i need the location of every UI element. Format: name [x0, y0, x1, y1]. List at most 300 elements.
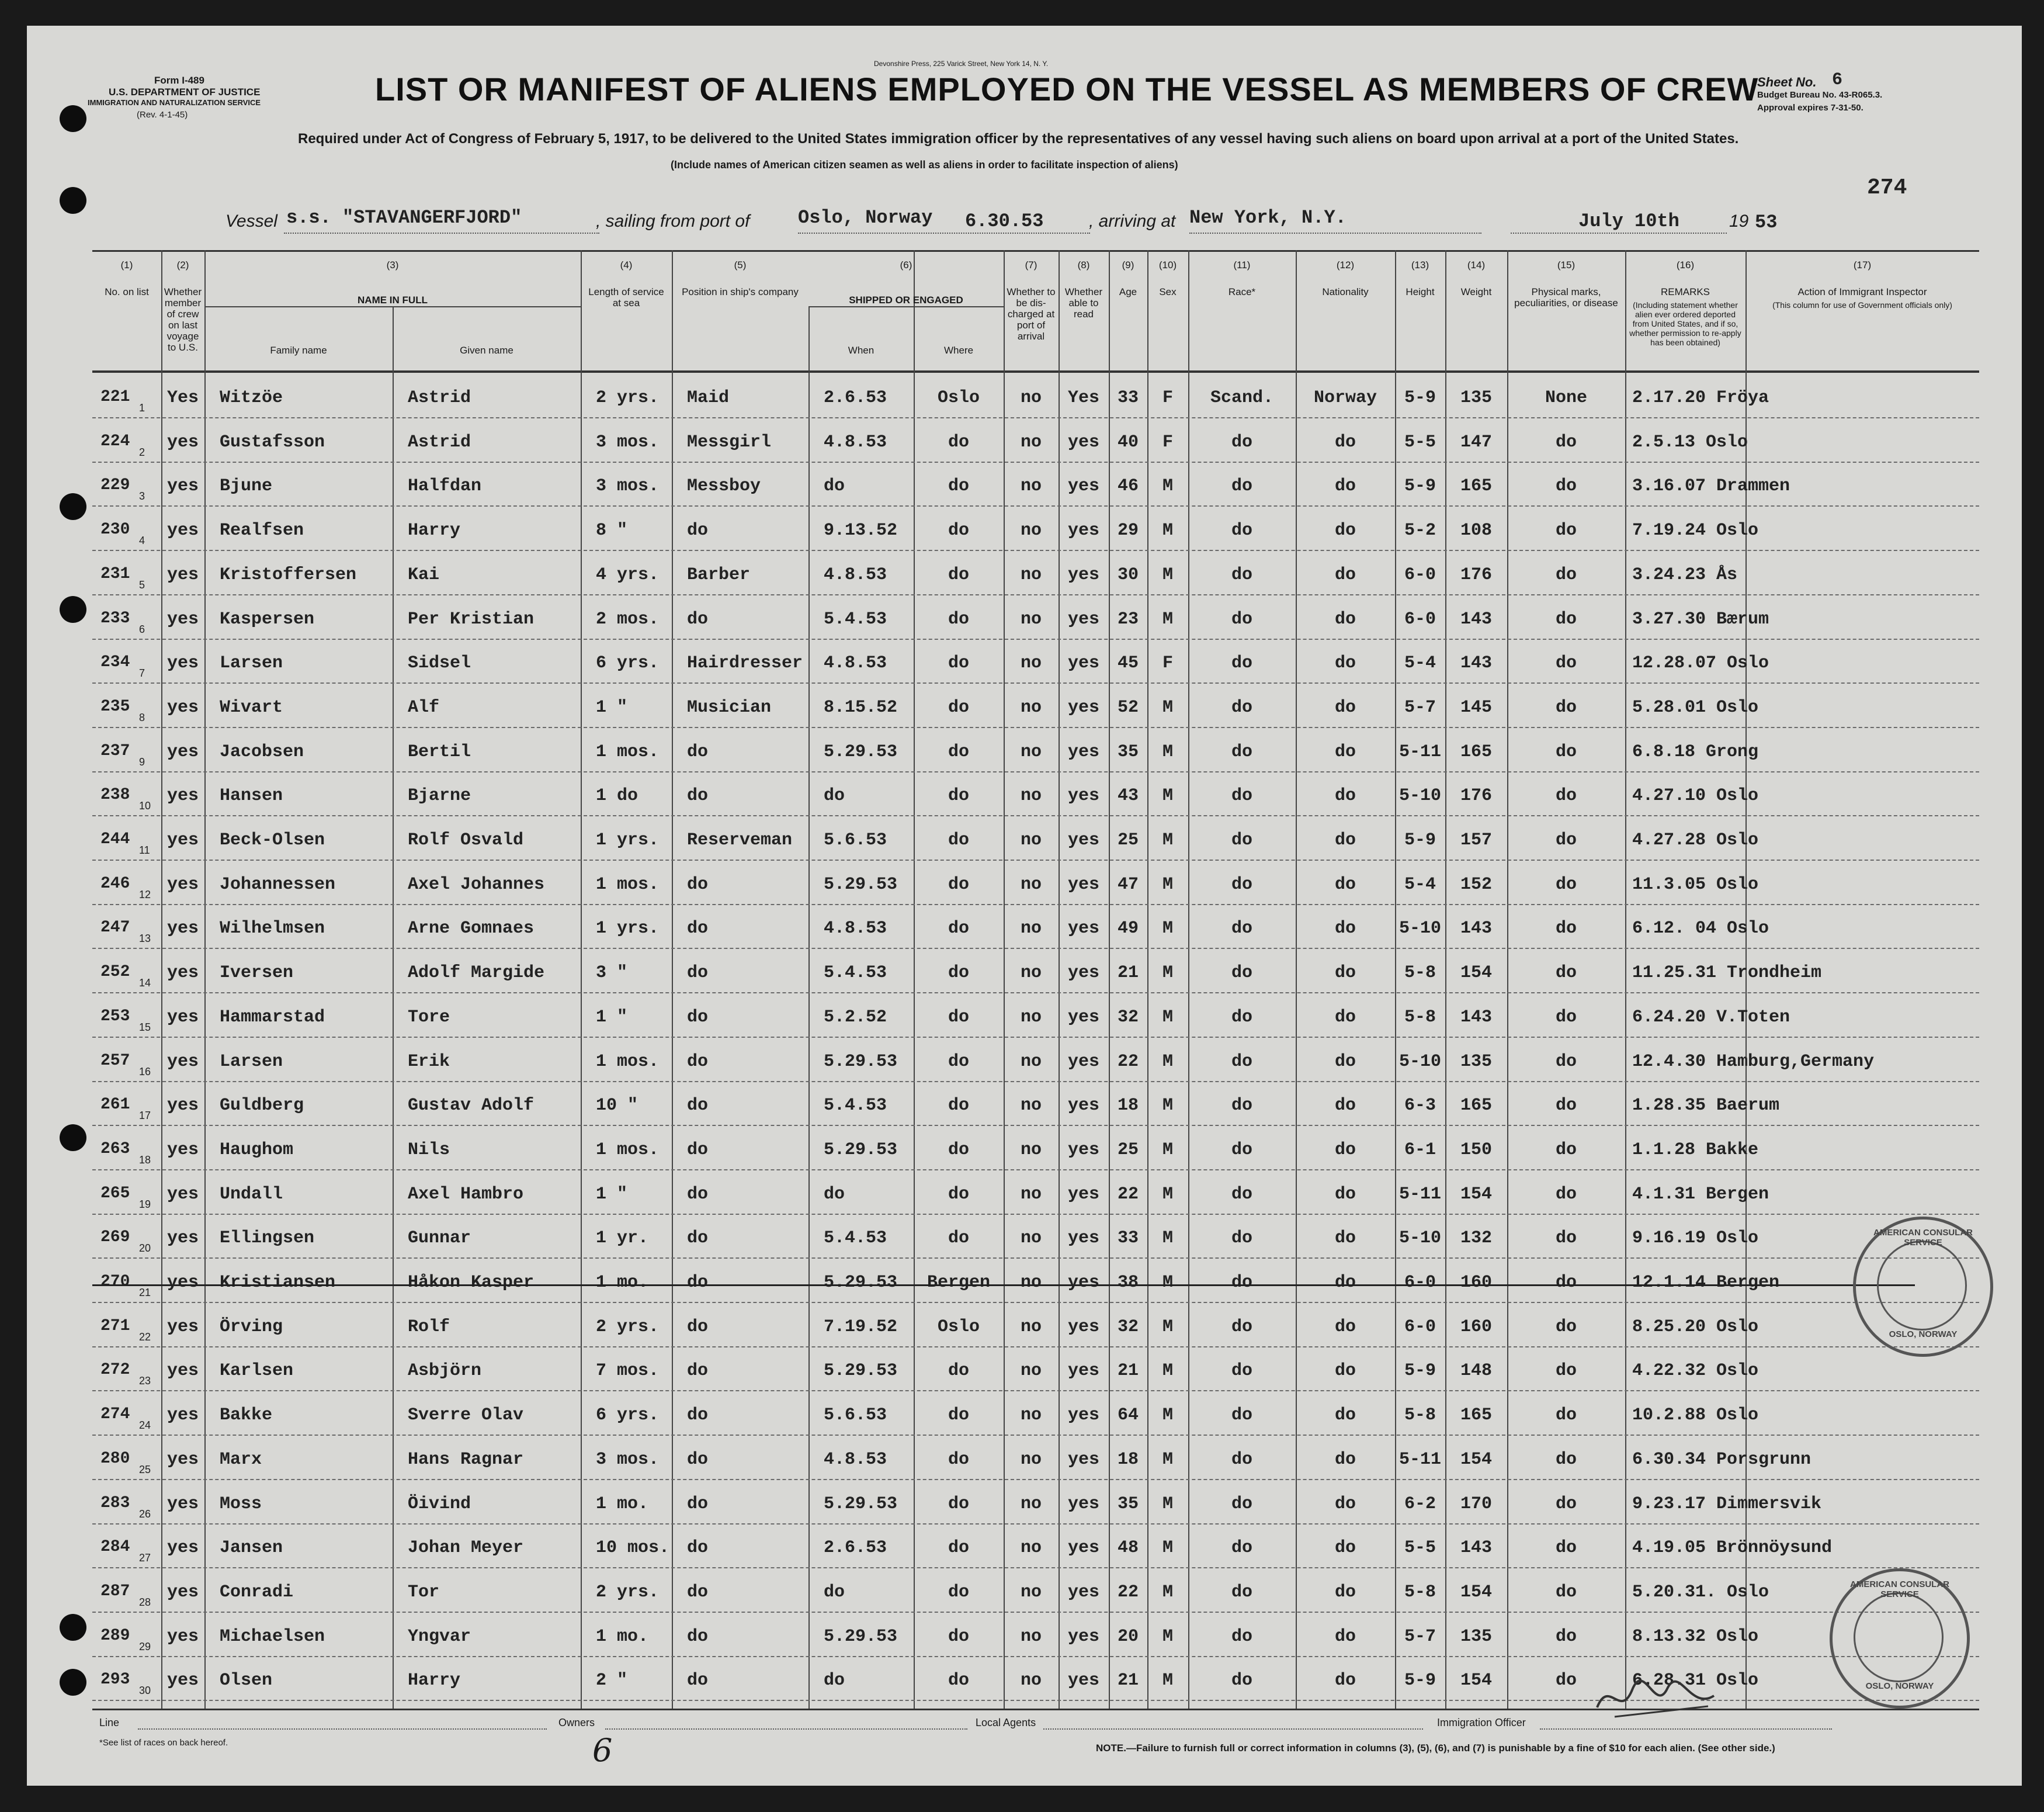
cell-age: 18 — [1117, 1449, 1139, 1470]
cell-height: 5-11 — [1398, 1449, 1441, 1470]
cell-height: 5-2 — [1404, 521, 1436, 541]
list-number: 265 — [100, 1184, 130, 1203]
cell-read: yes — [1067, 742, 1099, 762]
cell-family: Marx — [220, 1449, 262, 1470]
cell-sex: M — [1162, 1494, 1173, 1514]
cell-where: do — [948, 919, 969, 939]
cell-when: 7.19.52 — [824, 1316, 898, 1337]
line-number: 5 — [139, 578, 145, 591]
cell-read: yes — [1067, 1582, 1099, 1602]
cell-service: 6 yrs. — [596, 653, 660, 674]
punch-hole — [60, 187, 86, 214]
cell-remarks: 10.2.88 Oslo — [1632, 1405, 1759, 1426]
line-number: 13 — [139, 933, 151, 945]
cell-prev: yes — [166, 742, 199, 762]
cell-marks: do — [1555, 742, 1577, 762]
cell-service: 1 " — [596, 697, 628, 718]
cell-race: do — [1231, 1051, 1252, 1072]
cell-age: 20 — [1117, 1626, 1139, 1647]
cell-read: yes — [1067, 786, 1099, 806]
cell-discharged: no — [1020, 1007, 1042, 1027]
cell-height: 5-11 — [1398, 742, 1441, 762]
row-separator — [92, 462, 1979, 463]
cell-read: yes — [1067, 1051, 1099, 1072]
cell-service: 1 yr. — [596, 1228, 649, 1249]
line-number: 17 — [139, 1110, 151, 1122]
cell-race: do — [1231, 786, 1252, 806]
cell-prev: yes — [166, 432, 199, 452]
cell-given: Yngvar — [408, 1626, 471, 1647]
list-number: 272 — [100, 1361, 130, 1380]
cell-age: 22 — [1117, 1582, 1139, 1602]
cell-age: 30 — [1117, 564, 1139, 585]
cell-height: 5-10 — [1398, 919, 1441, 939]
cell-given: Rolf Osvald — [408, 830, 524, 850]
cell-discharged: no — [1020, 874, 1042, 895]
list-number: 244 — [100, 830, 130, 848]
cell-weight: 135 — [1460, 1626, 1492, 1647]
list-number: 252 — [100, 963, 130, 982]
cell-weight: 165 — [1460, 476, 1492, 497]
cell-age: 38 — [1117, 1273, 1139, 1293]
cell-family: Guldberg — [220, 1096, 304, 1116]
cell-age: 49 — [1117, 919, 1139, 939]
cell-service: 1 mos. — [596, 742, 660, 762]
cell-age: 25 — [1117, 1139, 1139, 1160]
cell-given: Kai — [408, 564, 440, 585]
cell-where: do — [948, 564, 969, 585]
cell-where: do — [948, 1096, 969, 1116]
cell-discharged: no — [1020, 609, 1042, 629]
cell-when: do — [824, 476, 845, 497]
cell-sex: M — [1162, 564, 1173, 585]
cell-given: Astrid — [408, 432, 471, 452]
vessel-name: s.s. "STAVANGERFJORD" — [286, 207, 522, 228]
cell-given: Harry — [408, 521, 461, 541]
cell-when: 5.2.52 — [824, 1007, 887, 1027]
cell-race: do — [1231, 1096, 1252, 1116]
column-note: (Including statement whether alien ever ordered deported from United States, and if so, whether permission to re-apply has been obtained) — [1629, 300, 1741, 347]
column-header: Whether member of crew on last voyage to U.S. — [164, 286, 202, 353]
cell-marks: do — [1555, 476, 1577, 497]
cell-when: 5.29.53 — [824, 1361, 898, 1381]
cell-service: 1 mo. — [596, 1494, 649, 1514]
line-number: 20 — [139, 1242, 151, 1255]
line-number: 11 — [139, 844, 150, 856]
cell-race: do — [1231, 1449, 1252, 1470]
cell-when: do — [824, 1184, 845, 1204]
cell-weight: 147 — [1460, 432, 1492, 452]
cell-height: 5-8 — [1404, 1582, 1436, 1602]
cell-where: do — [948, 1361, 969, 1381]
cell-given: Öivind — [408, 1494, 471, 1514]
column-header: Physical marks, peculiarities, or disease — [1514, 286, 1618, 309]
cell-height: 5-8 — [1404, 1405, 1436, 1426]
cell-position: Hairdresser — [687, 653, 803, 674]
row-separator — [92, 1257, 1979, 1259]
cell-marks: do — [1555, 1538, 1577, 1558]
cell-race: do — [1231, 697, 1252, 718]
cell-nationality: do — [1334, 742, 1356, 762]
cell-marks: do — [1555, 1007, 1577, 1027]
cell-read: yes — [1067, 1538, 1099, 1558]
handwritten-number: 6 — [592, 1732, 613, 1769]
cell-marks: do — [1555, 1139, 1577, 1160]
cell-prev: yes — [166, 1096, 199, 1116]
cell-where: do — [948, 1626, 969, 1647]
column-header: Whether able to read — [1064, 286, 1103, 320]
cell-position: do — [687, 1139, 709, 1160]
cell-nationality: do — [1334, 1316, 1356, 1337]
cell-remarks: 12.28.07 Oslo — [1632, 653, 1769, 674]
cell-when: 5.29.53 — [824, 742, 898, 762]
cell-service: 2 mos. — [596, 609, 660, 629]
list-number: 234 — [100, 653, 130, 672]
row-separator — [92, 682, 1979, 684]
cell-family: Kristiansen — [220, 1273, 336, 1293]
cell-position: Reserveman — [687, 830, 793, 850]
cell-service: 1 mos. — [596, 1051, 660, 1072]
cell-read: yes — [1067, 1405, 1099, 1426]
cell-where: do — [948, 1538, 969, 1558]
column-number: (16) — [1676, 259, 1695, 271]
cell-nationality: do — [1334, 1405, 1356, 1426]
cell-prev: yes — [166, 1538, 199, 1558]
cell-service: 2 yrs. — [596, 1316, 660, 1337]
cell-discharged: no — [1020, 1361, 1042, 1381]
footer-officer-label: Immigration Officer — [1437, 1717, 1526, 1728]
line-number: 7 — [139, 667, 145, 680]
cell-given: Astrid — [408, 388, 471, 408]
cell-remarks: 12.4.30 Hamburg,Germany — [1632, 1051, 1875, 1072]
cell-prev: yes — [166, 697, 199, 718]
arriving-label: , arriving at — [1089, 212, 1176, 231]
cell-family: Larsen — [220, 653, 283, 674]
cell-when: 5.29.53 — [824, 1494, 898, 1514]
cell-discharged: no — [1020, 432, 1042, 452]
cell-prev: yes — [166, 1051, 199, 1072]
cell-prev: yes — [166, 1671, 199, 1691]
column-header: Nationality — [1322, 286, 1369, 297]
row-separator — [92, 1346, 1979, 1347]
cell-marks: do — [1555, 1494, 1577, 1514]
cell-service: 3 mos. — [596, 432, 660, 452]
cell-given: Bjarne — [408, 786, 471, 806]
cell-marks: None — [1545, 388, 1587, 408]
cell-height: 6-1 — [1404, 1139, 1436, 1160]
cell-age: 40 — [1117, 432, 1139, 452]
list-number: 246 — [100, 874, 130, 893]
cell-sex: M — [1162, 1626, 1173, 1647]
cell-read: yes — [1067, 521, 1099, 541]
cell-nationality: do — [1334, 1626, 1356, 1647]
cell-service: 1 do — [596, 786, 638, 806]
cell-given: Harry — [408, 1671, 461, 1691]
cell-nationality: do — [1334, 564, 1356, 585]
cell-nationality: do — [1334, 521, 1356, 541]
cell-nationality: do — [1334, 919, 1356, 939]
cell-prev: yes — [166, 1316, 199, 1337]
cell-read: yes — [1067, 1316, 1099, 1337]
cell-weight: 135 — [1460, 388, 1492, 408]
cell-age: 47 — [1117, 874, 1139, 895]
cell-family: Michaelsen — [220, 1626, 325, 1647]
cell-marks: do — [1555, 1051, 1577, 1072]
list-number: 233 — [100, 609, 130, 628]
cell-position: do — [687, 742, 709, 762]
cell-race: do — [1231, 653, 1252, 674]
cell-given: Per Kristian — [408, 609, 535, 629]
cell-given: Bertil — [408, 742, 471, 762]
cell-height: 6-2 — [1404, 1494, 1436, 1514]
cell-height: 5-5 — [1404, 1538, 1436, 1558]
cell-age: 22 — [1117, 1051, 1139, 1072]
row-separator — [92, 948, 1979, 949]
cell-height: 5-5 — [1404, 432, 1436, 452]
cell-weight: 154 — [1460, 963, 1492, 983]
cell-prev: yes — [166, 1007, 199, 1027]
cell-nationality: do — [1334, 1671, 1356, 1691]
cell-when: 5.29.53 — [824, 1626, 898, 1647]
cell-weight: 143 — [1460, 1538, 1492, 1558]
cell-read: yes — [1067, 697, 1099, 718]
cell-age: 32 — [1117, 1007, 1139, 1027]
cell-nationality: do — [1334, 1273, 1356, 1293]
cell-sex: M — [1162, 919, 1173, 939]
cell-where: do — [948, 963, 969, 983]
cell-family: Wilhelmsen — [220, 919, 325, 939]
cell-nationality: do — [1334, 697, 1356, 718]
cell-nationality: do — [1334, 1538, 1356, 1558]
cell-given: Gustav Adolf — [408, 1096, 535, 1116]
column-number: (7) — [1025, 259, 1037, 271]
column-subheader: Family name — [270, 345, 327, 356]
cell-prev: yes — [166, 1184, 199, 1204]
column-header: Age — [1119, 286, 1137, 297]
cell-sex: M — [1162, 786, 1173, 806]
line-number: 21 — [139, 1287, 151, 1298]
cell-sex: M — [1162, 1316, 1173, 1337]
row-separator — [92, 505, 1979, 507]
cell-nationality: do — [1334, 1139, 1356, 1160]
cell-position: do — [687, 1184, 709, 1204]
cell-marks: do — [1555, 1361, 1577, 1381]
cell-position: do — [687, 1316, 709, 1337]
cell-when: 4.8.53 — [824, 1449, 887, 1470]
cell-height: 5-4 — [1404, 874, 1436, 895]
cell-where: do — [948, 476, 969, 497]
list-number: 253 — [100, 1007, 130, 1025]
arrival-port: New York, N.Y. — [1189, 207, 1347, 228]
cell-family: Iversen — [220, 963, 294, 983]
column-number: (1) — [120, 259, 133, 271]
column-header: Length of service at sea — [588, 286, 664, 309]
list-number: 235 — [100, 697, 130, 716]
cell-weight: 154 — [1460, 1582, 1492, 1602]
row-separator — [92, 1214, 1979, 1215]
cell-discharged: no — [1020, 1582, 1042, 1602]
document-subtitle: Required under Act of Congress of February 5, 1917, to be delivered to the United States immigration officer by the representatives of any vessel having such aliens on board upon arrival at a port of the United States. — [298, 131, 1739, 147]
cell-position: Messboy — [687, 476, 761, 497]
list-number: 263 — [100, 1139, 130, 1158]
cell-sex: M — [1162, 1139, 1173, 1160]
cell-height: 6-0 — [1404, 609, 1436, 629]
cell-family: Olsen — [220, 1671, 273, 1691]
cell-where: do — [948, 1139, 969, 1160]
cell-when: 8.15.52 — [824, 697, 898, 718]
cell-prev: yes — [166, 1361, 199, 1381]
cell-discharged: no — [1020, 1671, 1042, 1691]
cell-race: do — [1231, 919, 1252, 939]
column-number: (12) — [1336, 259, 1355, 271]
cell-service: 2 " — [596, 1671, 628, 1691]
cell-position: Musician — [687, 697, 772, 718]
cell-where: do — [948, 521, 969, 541]
cell-age: 64 — [1117, 1405, 1139, 1426]
cell-remarks: 12.1.14 Bergen — [1632, 1273, 1780, 1293]
cell-race: do — [1231, 1361, 1252, 1381]
cell-nationality: do — [1334, 1494, 1356, 1514]
cell-age: 45 — [1117, 653, 1139, 674]
cell-service: 3 " — [596, 963, 628, 983]
cell-discharged: no — [1020, 1449, 1042, 1470]
cell-when: do — [824, 786, 845, 806]
cell-when: 5.6.53 — [824, 830, 887, 850]
line-number: 24 — [139, 1419, 151, 1432]
cell-race: do — [1231, 1405, 1252, 1426]
line-number: 9 — [139, 756, 145, 768]
cell-race: do — [1231, 830, 1252, 850]
cell-given: Alf — [408, 697, 440, 718]
punch-hole — [60, 1669, 86, 1696]
row-separator — [92, 1567, 1979, 1568]
column-subheader: Where — [943, 345, 974, 356]
punch-hole — [60, 596, 86, 623]
cell-marks: do — [1555, 521, 1577, 541]
footer-agents-label: Local Agents — [976, 1717, 1036, 1728]
consular-stamp: AMERICAN CONSULAR SERVICE OSLO, NORWAY — [1853, 1217, 1993, 1357]
cell-sex: M — [1162, 1051, 1173, 1072]
list-number: 284 — [100, 1538, 130, 1557]
cell-sex: M — [1162, 1582, 1173, 1602]
cell-height: 5-4 — [1404, 653, 1436, 674]
cell-position: do — [687, 963, 709, 983]
line-number: 15 — [139, 1021, 151, 1033]
cell-remarks: 5.28.01 Oslo — [1632, 697, 1759, 718]
cell-read: yes — [1067, 476, 1099, 497]
cell-sex: M — [1162, 609, 1173, 629]
cell-marks: do — [1555, 1582, 1577, 1602]
cell-when: 9.13.52 — [824, 521, 898, 541]
cell-given: Axel Hambro — [408, 1184, 524, 1204]
penalty-note: NOTE.—Failure to furnish full or correct information in columns (3), (5), (6), and (7) is punishable by a fine of $10 for each alien. (See other side.) — [1096, 1742, 1775, 1754]
cell-read: yes — [1067, 609, 1099, 629]
column-header: Position in ship's company — [682, 286, 799, 297]
punch-hole — [60, 1124, 86, 1151]
arrival-year: 53 — [1755, 212, 1778, 233]
cell-age: 21 — [1117, 963, 1139, 983]
column-number: (11) — [1233, 259, 1251, 271]
line-number: 14 — [139, 977, 151, 989]
cell-height: 5-11 — [1398, 1184, 1441, 1204]
cell-weight: 143 — [1460, 653, 1492, 674]
cell-read: yes — [1067, 653, 1099, 674]
cell-given: Håkon Kasper — [408, 1273, 535, 1293]
cell-age: 29 — [1117, 521, 1139, 541]
cell-when: 5.29.53 — [824, 1139, 898, 1160]
cell-when: 4.8.53 — [824, 919, 887, 939]
cell-service: 1 mos. — [596, 874, 660, 895]
cell-prev: yes — [166, 963, 199, 983]
cell-read: yes — [1067, 1096, 1099, 1116]
vessel-label: Vessel — [225, 212, 277, 231]
revision: (Rev. 4-1-45) — [137, 110, 188, 120]
cell-weight: 108 — [1460, 521, 1492, 541]
line-number: 6 — [139, 623, 145, 635]
cell-marks: do — [1555, 1184, 1577, 1204]
cell-weight: 145 — [1460, 697, 1492, 718]
cell-when: 4.8.53 — [824, 564, 887, 585]
race-footnote: *See list of races on back hereof. — [99, 1738, 228, 1748]
cell-family: Kaspersen — [220, 609, 315, 629]
cell-marks: do — [1555, 786, 1577, 806]
strike-through — [92, 1284, 1915, 1286]
cell-remarks: 3.16.07 Drammen — [1632, 476, 1790, 497]
cell-age: 35 — [1117, 1494, 1139, 1514]
cell-discharged: no — [1020, 1139, 1042, 1160]
cell-given: Erik — [408, 1051, 450, 1072]
row-separator — [92, 1390, 1979, 1391]
line-number: 27 — [139, 1552, 151, 1564]
cell-remarks: 3.24.23 Ås — [1632, 564, 1738, 585]
cell-remarks: 6.8.18 Grong — [1632, 742, 1759, 762]
cell-marks: do — [1555, 1449, 1577, 1470]
cell-weight: 165 — [1460, 1096, 1492, 1116]
cell-race: do — [1231, 1626, 1252, 1647]
column-number: (4) — [620, 259, 633, 271]
column-number: (9) — [1122, 259, 1134, 271]
line-number: 19 — [139, 1198, 151, 1210]
cell-discharged: no — [1020, 1051, 1042, 1072]
cell-family: Witzöe — [220, 388, 283, 408]
cell-where: Bergen — [926, 1273, 991, 1293]
line-number: 2 — [139, 446, 145, 458]
cell-height: 5-10 — [1398, 786, 1441, 806]
cell-height: 6-0 — [1404, 1273, 1436, 1293]
cell-family: Jacobsen — [220, 742, 304, 762]
consular-stamp: AMERICAN CONSULAR SERVICE OSLO, NORWAY — [1830, 1568, 1970, 1709]
cell-when: 5.4.53 — [824, 609, 887, 629]
row-separator — [92, 1125, 1979, 1126]
cell-height: 6-0 — [1404, 1316, 1436, 1337]
cell-when: do — [824, 1582, 845, 1602]
punch-hole — [60, 1614, 86, 1641]
cell-weight: 143 — [1460, 919, 1492, 939]
cell-race: do — [1231, 1273, 1252, 1293]
cell-race: do — [1231, 742, 1252, 762]
cell-family: Larsen — [220, 1051, 283, 1072]
cell-family: Hansen — [220, 786, 283, 806]
row-separator — [92, 639, 1979, 640]
cell-position: do — [687, 1626, 709, 1647]
cell-nationality: do — [1334, 830, 1356, 850]
cell-read: yes — [1067, 432, 1099, 452]
cell-age: 52 — [1117, 697, 1139, 718]
column-header: Weight — [1460, 286, 1492, 297]
row-separator — [92, 1169, 1979, 1170]
line-number: 28 — [139, 1596, 151, 1608]
cell-nationality: do — [1334, 786, 1356, 806]
